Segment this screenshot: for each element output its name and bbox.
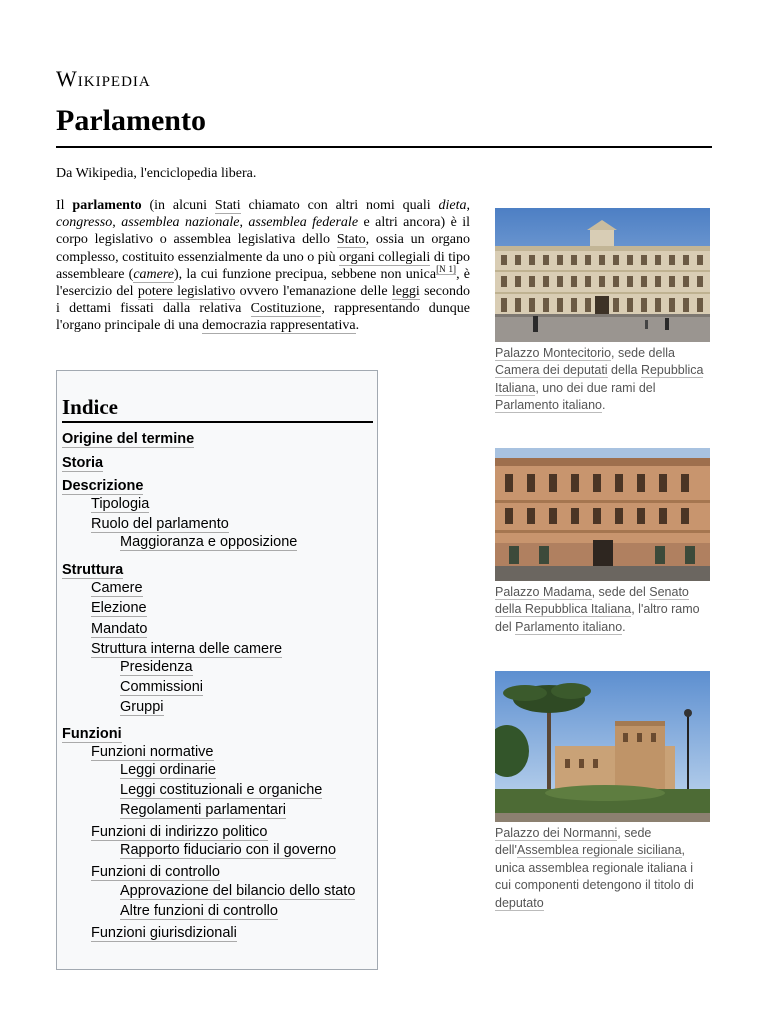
intro-text: (in alcuni (141, 198, 215, 213)
intro-text: , è l'esercizio del (56, 266, 471, 300)
figure-caption (495, 345, 710, 415)
toc-item[interactable]: Mandato (91, 621, 148, 637)
toc-title: Indice (62, 395, 373, 423)
caption-text: . (602, 398, 606, 413)
caption-text: , uno dei due rami del (535, 380, 656, 395)
caption-link[interactable]: Senato della Repubblica Italiana (495, 585, 689, 617)
caption-text: , sede dell' (495, 826, 652, 858)
figure-normanni (495, 671, 710, 912)
caption-text: , sede del (591, 585, 650, 599)
toc-item[interactable]: Origine del termine (62, 431, 195, 447)
intro-italic: congresso (56, 215, 113, 231)
intro-text: , (112, 215, 122, 231)
caption-link[interactable]: Palazzo dei Normanni (495, 826, 618, 840)
toc-item[interactable]: Funzioni (62, 726, 122, 742)
intro-text: di tipo assembleare ( (56, 249, 470, 282)
intro-paragraph (56, 197, 470, 335)
toc-item[interactable]: Tipologia (91, 496, 150, 512)
caption-text: , unica assemblea regionale italiana i cui componenti detengono il titolo di (495, 843, 694, 893)
link-democrazia-rappresentativa[interactable]: democrazia rappresentativa (202, 318, 356, 334)
caption-link[interactable]: Camera dei deputati (495, 363, 608, 378)
figure-madama (495, 448, 710, 636)
page-title: Parlamento (56, 104, 206, 137)
toc-item[interactable]: Storia (62, 455, 104, 471)
intro-italic: dieta (438, 198, 467, 213)
toc-item[interactable]: Commissioni (120, 679, 203, 695)
intro-bold-term: parlamento (72, 198, 142, 213)
photo-montecitorio-drawing (495, 208, 710, 342)
toc-item[interactable]: Altre funzioni di controllo (120, 903, 278, 919)
intro-text: e altri ancora) è il corpo legislativo o assemblea legislativa dello (56, 215, 471, 248)
intro-text: chiamato con altri nomi quali (240, 198, 439, 213)
toc-item[interactable]: Struttura (62, 562, 124, 578)
caption-link[interactable]: Assemblea regionale siciliana (516, 843, 682, 858)
caption-link[interactable]: Parlamento italiano (495, 398, 603, 413)
intro-text: , rappresentando dunque l'organo principale di una (56, 301, 470, 334)
caption-text: , sede della (611, 346, 675, 360)
link-potere-legislativo[interactable]: potere legislativo (137, 284, 236, 300)
toc-item[interactable]: Maggioranza e opposizione (120, 534, 298, 550)
caption-link[interactable]: Repubblica Italiana (495, 363, 704, 395)
caption-link[interactable]: Parlamento italiano (515, 619, 623, 634)
toc-item[interactable]: Funzioni giurisdizionali (91, 925, 237, 941)
intro-italic: assemblea nazionale (121, 215, 240, 231)
intro-text: . (355, 318, 360, 334)
intro-text: , ossia un organo complesso, costituito essenzialmente da uno o più (56, 232, 471, 265)
photo-normanni[interactable] (495, 671, 710, 822)
intro-text: secondo i dettami fissati dalla relativa (56, 284, 470, 317)
toc-item[interactable]: Funzioni di indirizzo politico (91, 824, 268, 840)
toc-item[interactable]: Gruppi (120, 699, 164, 715)
toc-item[interactable]: Funzioni di controllo (91, 864, 220, 880)
toc-item[interactable]: Funzioni normative (91, 744, 214, 760)
toc-item[interactable]: Struttura interna delle camere (91, 641, 283, 657)
photo-madama[interactable] (495, 448, 710, 581)
link-leggi[interactable]: leggi (391, 284, 420, 300)
link-organi-collegiali[interactable]: organi collegiali (339, 249, 431, 265)
title-divider (56, 146, 712, 148)
link-camere[interactable]: camere (133, 266, 174, 282)
intro-text: Il (56, 198, 73, 213)
toc-item[interactable]: Leggi costituzionali e organiche (120, 782, 323, 798)
figure-montecitorio (495, 208, 710, 415)
intro-text: , (466, 198, 470, 213)
figure-caption (495, 825, 710, 912)
toc-item[interactable]: Rapporto fiduciario con il governo (120, 842, 337, 858)
intro-text: , (239, 215, 249, 231)
table-of-contents (56, 370, 378, 970)
intro-text: ovvero l'emanazione delle (235, 284, 392, 300)
wikipedia-logo[interactable]: Wikipedia (56, 66, 151, 91)
intro-italic: assemblea federale (248, 215, 359, 231)
intro-text: ), la cui funzione precipua, sebbene non unica (174, 266, 437, 282)
caption-link[interactable]: Palazzo Montecitorio (495, 346, 612, 360)
figure-caption (495, 584, 710, 636)
caption-text: della (607, 363, 641, 378)
photo-normanni-drawing (495, 671, 710, 822)
toc-item[interactable]: Leggi ordinarie (120, 762, 216, 778)
caption-link[interactable]: Palazzo Madama (495, 585, 592, 599)
link-costituzione[interactable]: Costituzione (250, 301, 322, 317)
link-stato[interactable]: Stato (336, 232, 366, 248)
photo-madama-drawing (495, 448, 710, 581)
caption-text: , l'altro ramo del (495, 602, 700, 634)
footnote-link[interactable]: [N 1] (436, 264, 457, 275)
caption-link[interactable]: deputato (495, 895, 544, 910)
toc-item[interactable]: Ruolo del parlamento (91, 516, 229, 532)
page-tagline: Da Wikipedia, l'enciclopedia libera. (56, 166, 257, 181)
link-stati[interactable]: Stati (214, 198, 241, 213)
photo-montecitorio[interactable] (495, 208, 710, 342)
toc-item[interactable]: Elezione (91, 600, 147, 616)
toc-item[interactable]: Descrizione (62, 478, 144, 494)
caption-text: . (622, 619, 626, 634)
toc-item[interactable]: Regolamenti parlamentari (120, 802, 287, 818)
toc-item[interactable]: Presidenza (120, 659, 193, 675)
toc-item[interactable]: Camere (91, 580, 143, 596)
toc-item[interactable]: Approvazione del bilancio dello stato (120, 883, 356, 899)
